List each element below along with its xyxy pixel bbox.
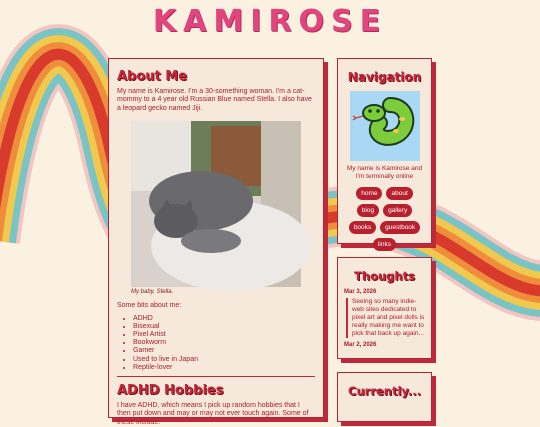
nav-link-links[interactable]: links [373,238,396,251]
stella-photo [131,121,301,287]
list-item: • Bisexual [133,323,315,331]
thought-date: Mar 3, 2026 [344,289,377,295]
nav-link-about[interactable]: about [386,187,412,200]
list-item: • ADHD [133,315,315,323]
currently-panel [337,372,432,422]
section-divider [117,376,315,377]
hobbies-heading: ADHD Hobbies [117,383,224,399]
green-snake-icon [350,91,420,161]
list-item: • Reptile-lover [133,364,315,372]
bits-label: Some bits about me: [117,302,182,310]
thought-entry: Seeing so many indie-web sites dedicated to pixel art and pixel dolls is really making me want to pick that back up again... [346,298,425,338]
nav-description: My name is Kamirose and I'm terminally online [346,165,423,180]
thought-date: Mar 2, 2026 [344,342,377,348]
nav-link-gallery[interactable]: gallery [383,204,412,217]
nav-link-home[interactable]: home [356,187,382,200]
nav-link-guestbook[interactable]: guestbook [380,221,420,234]
site-title: KAMIROSE [152,4,388,39]
nav-link-blog[interactable]: blog [357,204,379,217]
about-intro: My name is Kamirose. I'm a 30-something woman. I'm a cat-mommy to a 4 year old Russian Blue named Stella. I also have a leopard gecko named Jiji. [117,88,312,112]
currently-heading: Currently... [348,384,421,398]
list-item: • Bookworm [133,339,315,347]
thoughts-panel[interactable] [337,257,432,359]
about-heading: About Me [117,69,188,84]
hobbies-text: I have ADHD, which means I pick up random hobbies that I then put down and may or may not ever touch again. Some of these include: [117,402,309,426]
list-item: • Used to live in Japan [133,356,315,364]
photo-caption: My baby, Stella. [131,289,174,296]
thoughts-heading: Thoughts [354,269,415,283]
list-item: • Pixel Artist [133,331,315,339]
bits-list [117,315,315,372]
navigation-heading: Navigation [347,70,422,84]
navigation-panel [337,58,432,248]
nav-links [344,187,425,251]
list-item: • Gamer [133,347,315,355]
about-panel [108,58,324,426]
nav-link-books[interactable]: books [349,221,376,234]
